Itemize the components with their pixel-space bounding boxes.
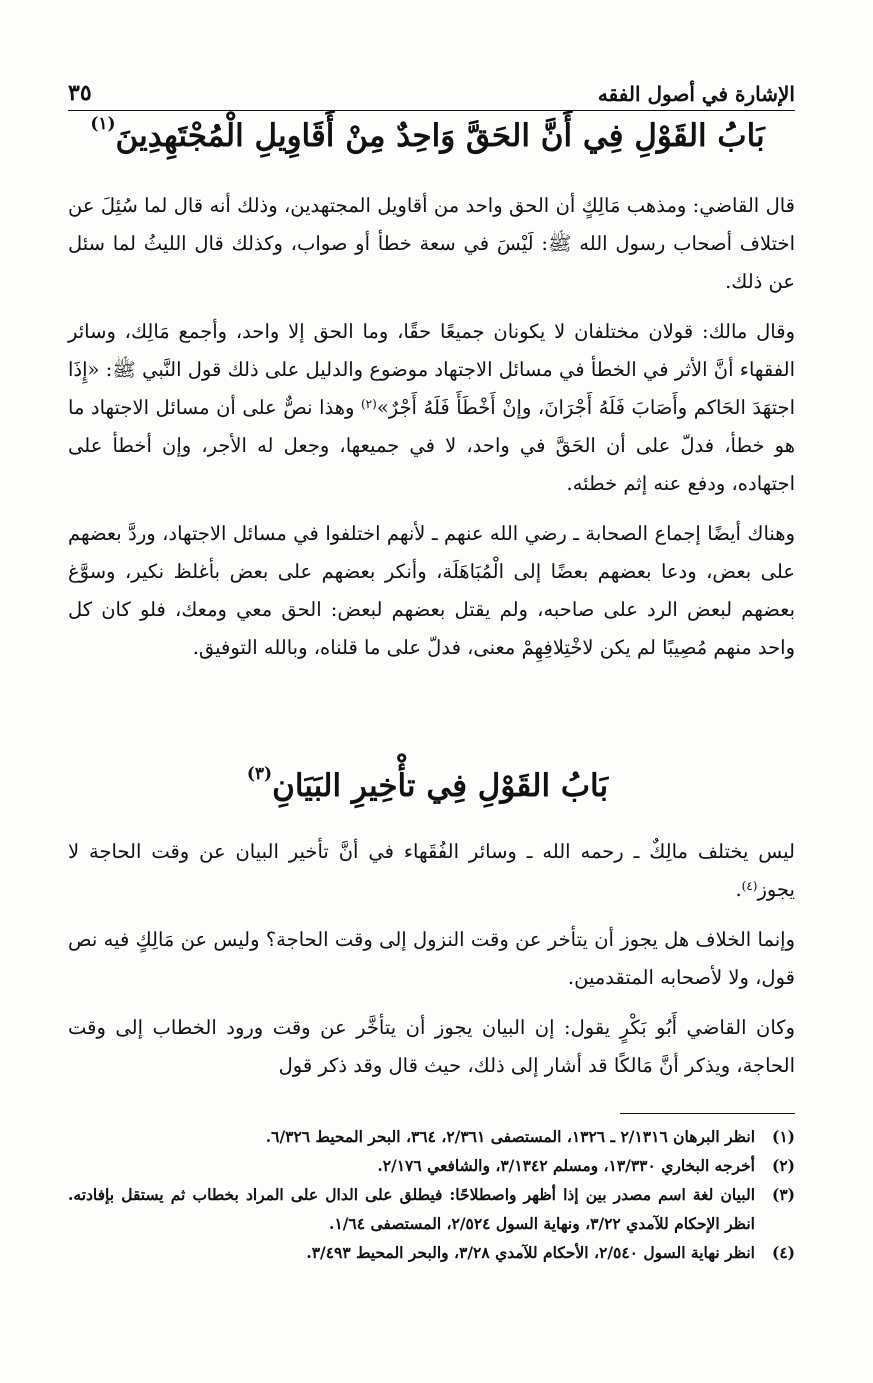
section-heading-text: بَابُ القَوْلِ فِي تأْخِيرِ البَيَانِ xyxy=(272,768,609,804)
footnote-text: انظر نهاية السول ٢/٥٤٠، الأحكام للآمدي ٣/٢٨، والبحر المحيط ٣/٤٩٣. xyxy=(306,1243,755,1262)
footnote-number: (٣) xyxy=(771,1185,795,1204)
running-head-title: الإشارة في أصول الفقه xyxy=(597,82,795,106)
footnote-text: أخرجه البخاري ١٣/٣٣٠، ومسلم ٣/١٣٤٢، والشافعي ٢/١٧٦. xyxy=(377,1156,755,1175)
footnote-number: (٤) xyxy=(771,1243,795,1262)
footnote xyxy=(68,1180,795,1238)
footnote-ref-4: (٤) xyxy=(741,879,758,893)
footnote-ref-2: (٢) xyxy=(360,397,377,411)
section-heading-truth-is-one xyxy=(60,114,795,154)
paragraph: وإنما الخلاف هل يجوز أن يتأخر عن وقت النزول إلى وقت الحاجة؟ وليس عن مَالِكٍ فيه نص قول، ولا لأصحابه المتقدمين. xyxy=(68,928,795,989)
footnote xyxy=(68,1122,795,1151)
footnote-text: البيان لغة اسم مصدر بين إذا أظهر واصطلاحًا: فيطلق على الدال على المراد بخطاب ثم يستقل بإفادته. انظر الإحكام للآمدي ٣/٢٢، ونهاية السول ٢/٥٢٤، المستصفى ١/٦٤. xyxy=(68,1185,755,1233)
footnote-number: (١) xyxy=(771,1127,795,1146)
footnote xyxy=(68,1151,795,1180)
section-heading-text: بَابُ القَوْلِ فِي أَنَّ الحَقَّ وَاحِدٌ مِنْ أَقَاوِيلِ الْمُجْتَهِدِينَ xyxy=(115,118,765,154)
footnote-text: انظر البرهان ٢/١٣١٦ ـ ١٣٢٦، المستصفى ٢/٣٦١، ٣٦٤، البحر المحيط ٦/٣٢٦. xyxy=(265,1127,755,1146)
section1-body xyxy=(68,187,795,667)
paragraph: وكان القاضي أَبُو بَكْرٍ يقول: إن البيان يجوز أن يتأخَّر عن وقت ورود الخطاب إلى وقت الحاجة، ويذكر أنَّ مَالكًا قد أشار إلى ذلك، حيث قال وقد ذكر قول xyxy=(68,1016,795,1077)
running-head xyxy=(68,68,795,111)
page-number: ٣٥ xyxy=(68,80,92,106)
paragraph: وهناك أيضًا إجماع الصحابة ـ رضي الله عنهم ـ لأنهم اختلفوا في مسائل الاجتهاد، وردَّ بعضهم على بعض، ودعا بعضهم بعضًا إلى الْمُبَاهَلَة، وأنكر بعضهم على بعض بأغلظ نكير، وسوَّغ بعضهم لبعض الرد على صاحبه، ولم يقتل بعضهم لبعض: الحق معي ومعك، فلو كان كل واحد منهم مُصِيبًا لم يكن لاخْتِلافِهِمْ معنى، فدلّ على ما قلناه، وبالله التوفيق. xyxy=(68,522,795,659)
footnote-ref-3: (٣) xyxy=(246,764,273,784)
section-heading-delay-of-clarification xyxy=(60,764,795,804)
footnote-number: (٢) xyxy=(771,1156,795,1175)
footnote-separator xyxy=(620,1113,795,1114)
footnotes xyxy=(68,1122,795,1267)
section2-body xyxy=(68,833,795,1085)
paragraph: قال القاضي: ومذهب مَالِكٍ أن الحق واحد من أقاويل المجتهدين، وذلك أنه قال لما سُئِلَ عن اختلاف أصحاب رسول الله ﷺ: لَيْسَ في سعة خطأ أو صواب، وكذلك قال الليثُ لما سئل عن ذلك. xyxy=(68,194,795,293)
footnote xyxy=(68,1238,795,1267)
paragraph: وقال مالك: قولان مختلفان لا يكونان جميعًا حقًا، وما الحق إلا واحد، وأجمع مَالِك، وسائر الفقهاء أنَّ الأثر في الخطأ في مسائل الاجتهاد موضوع والدليل على ذلك قول النَّبي ﷺ: «إِذَا اجتهَدَ الحَاكم وأَصَابَ فَلَهُ أَجْرَانَ، وإنْ أَخْطَأَ فَلَهُ أَجْرٌ»$^{(٢)}$ وهذا نصٌّ على أن مسائل الاجتهاد ما هو خطأ، فدلّ على أن الحَقَّ في واحد، لا في جميعها، وجعل له الأجر، وإن أخطأ على اجتهاده، ودفع عنه إثم خطئه. xyxy=(68,320,795,495)
footnote-ref-1: (١) xyxy=(90,114,116,134)
paragraph: ليس يختلف مالِكٌ ـ رحمه الله ـ وسائر الفُقَهاء في أنَّ تأخير البيان عن وقت الحاجة لا يجوز$^{(٤)}$. xyxy=(68,840,795,901)
